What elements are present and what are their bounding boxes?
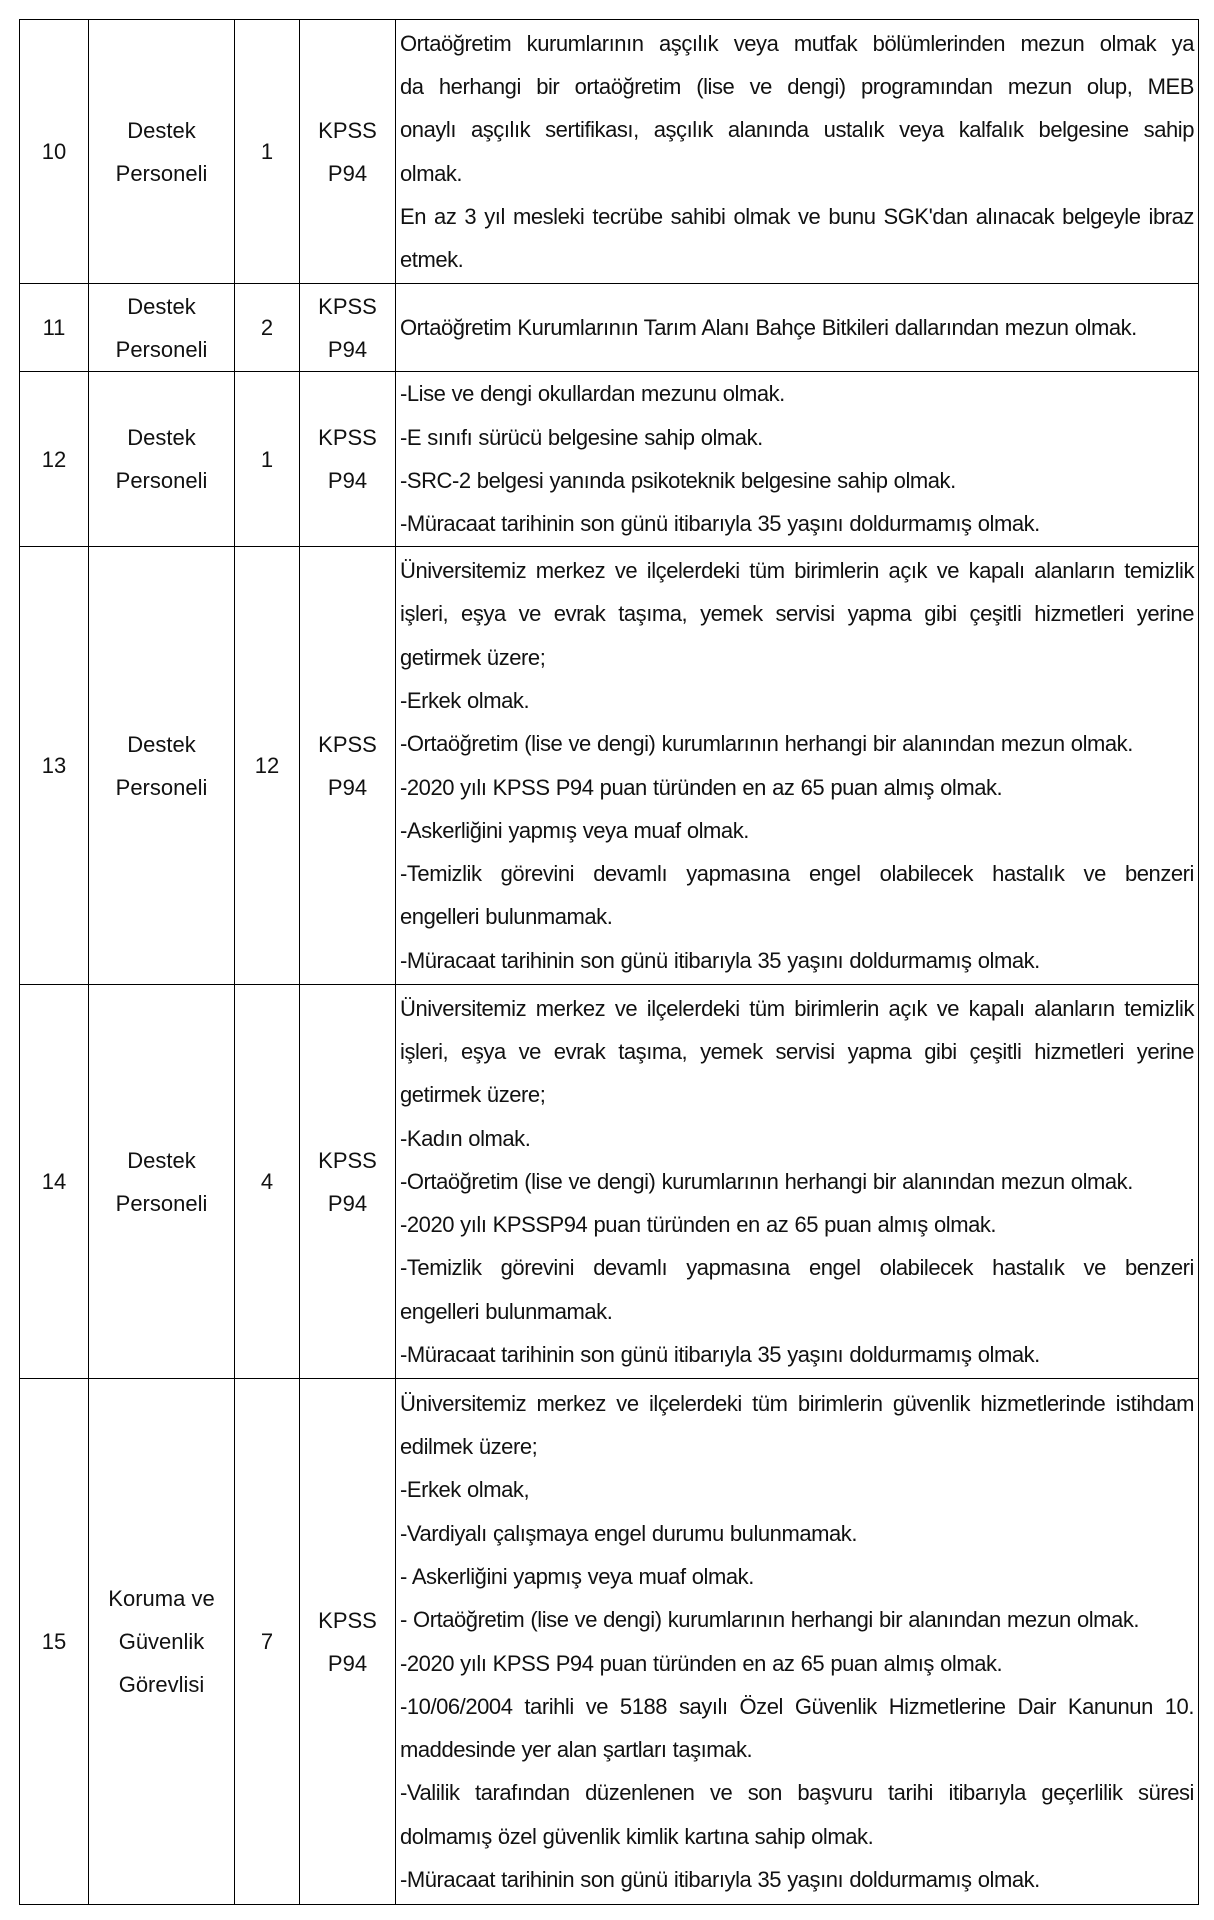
exam-type <box>300 1379 396 1905</box>
requirement-line: -Müracaat tarihinin son günü itibarıyla 35 yaşını doldurmamış olmak. <box>400 1866 1040 1892</box>
position-title-text: Personeli <box>115 1190 208 1216</box>
position-count <box>235 1379 300 1905</box>
requirement-line: dolmamış özel güvenlik kimlik kartına sahip olmak. <box>400 1823 874 1849</box>
requirement-line: maddesinde yer alan şartları taşımak. <box>400 1737 753 1763</box>
requirement-line: edilmek üzere; <box>400 1434 538 1460</box>
exam-type-text: P94 <box>327 774 368 800</box>
requirement-line: Üniversitemiz merkez ve ilçelerdeki tüm birimlerin açık ve kapalı alanların temizlik <box>400 558 1194 584</box>
requirement-line: -Ortaöğretim (lise ve dengi) kurumlarının herhangi bir alanından mezun olmak. <box>400 1168 1133 1194</box>
requirement-line: -Lise ve dengi okullardan mezunu olmak. <box>400 381 785 407</box>
position-count <box>235 284 300 372</box>
position-count <box>235 547 300 985</box>
requirement-line: -Müracaat tarihinin son günü itibarıyla 35 yaşını doldurmamış olmak. <box>400 511 1040 537</box>
row-number <box>20 284 89 372</box>
requirement-line: En az 3 yıl mesleki tecrübe sahibi olmak ve bunu SGK'dan alınacak belgeyle ibraz <box>400 203 1194 229</box>
exam-type-text: P94 <box>327 468 368 493</box>
position-title <box>89 20 235 284</box>
requirement-line: engelleri bulunmamak. <box>400 904 613 930</box>
requirement-line: - Ortaöğretim (lise ve dengi) kurumlarının herhangi bir alanından mezun olmak. <box>400 1607 1140 1633</box>
row-number-text: 14 <box>41 1169 67 1194</box>
position-count-text: 2 <box>260 315 274 340</box>
requirement-line: -Ortaöğretim (lise ve dengi) kurumlarının herhangi bir alanından mezun olmak. <box>400 731 1133 757</box>
requirement-line: - Askerliğini yapmış veya muaf olmak. <box>400 1563 754 1589</box>
position-count <box>235 372 300 547</box>
requirement-line: Üniversitemiz merkez ve ilçelerdeki tüm birimlerin güvenlik hizmetlerinde istihdam <box>400 1390 1194 1416</box>
requirement-line: getirmek üzere; <box>400 644 546 670</box>
requirement-line: olmak. <box>400 160 463 186</box>
position-count-text: 4 <box>260 1169 274 1194</box>
table-row <box>20 20 1199 284</box>
requirement-line: Ortaöğretim kurumlarının aşçılık veya mutfak bölümlerinden mezun olmak ya <box>400 30 1194 56</box>
requirement-line: -2020 yılı KPSS P94 puan türünden en az 65 puan almış olmak. <box>400 774 1003 800</box>
row-number <box>20 985 89 1379</box>
exam-type-text: P94 <box>327 1650 368 1676</box>
row-number <box>20 20 89 284</box>
exam-type-text: KPSS <box>318 117 377 143</box>
requirement-line: -E sınıfı sürücü belgesine sahip olmak. <box>400 424 763 450</box>
table-row <box>20 1379 1199 1905</box>
position-title-text: Destek <box>127 1147 196 1173</box>
position-count <box>235 985 300 1379</box>
position-title-text: Personeli <box>115 468 208 493</box>
requirements-cell <box>396 1379 1199 1905</box>
position-title-text: Destek <box>127 293 196 319</box>
requirements-cell <box>396 372 1199 547</box>
position-count-text: 12 <box>254 753 280 778</box>
positions-table-body <box>20 20 1199 1905</box>
requirement-line: Ortaöğretim Kurumlarının Tarım Alanı Bahçe Bitkileri dallarından mezun olmak. <box>400 314 1137 340</box>
exam-type-text: P94 <box>327 160 368 186</box>
exam-type-text: KPSS <box>318 425 377 450</box>
requirement-line: -2020 yılı KPSS P94 puan türünden en az 65 puan almış olmak. <box>400 1650 1003 1676</box>
requirement-line: -Erkek olmak, <box>400 1477 530 1503</box>
exam-type-text: KPSS <box>318 1147 377 1173</box>
table-row <box>20 372 1199 547</box>
requirement-line: -Müracaat tarihinin son günü itibarıyla 35 yaşını doldurmamış olmak. <box>400 947 1040 973</box>
position-title <box>89 284 235 372</box>
exam-type <box>300 372 396 547</box>
requirement-line: -10/06/2004 tarihli ve 5188 sayılı Özel Güvenlik Hizmetlerine Dair Kanunun 10. <box>400 1693 1194 1719</box>
table-row <box>20 284 1199 372</box>
position-title-text: Güvenlik <box>118 1629 205 1654</box>
requirement-line: -SRC-2 belgesi yanında psikoteknik belgesine sahip olmak. <box>400 468 956 493</box>
row-number <box>20 547 89 985</box>
row-number <box>20 372 89 547</box>
requirement-line: -Temizlik görevini devamlı yapmasına engel olabilecek hastalık ve benzeri <box>400 1255 1194 1281</box>
requirement-line: da herhangi bir ortaöğretim (lise ve dengi) programından mezun olup, MEB <box>400 73 1194 99</box>
requirement-line: -Temizlik görevini devamlı yapmasına engel olabilecek hastalık ve benzeri <box>400 861 1194 887</box>
requirement-line: -Vardiyalı çalışmaya engel durumu bulunmamak. <box>400 1520 858 1546</box>
requirements-cell <box>396 985 1199 1379</box>
requirement-line: getirmek üzere; <box>400 1082 546 1108</box>
row-number <box>20 1379 89 1905</box>
exam-type <box>300 284 396 372</box>
requirement-line: etmek. <box>400 247 464 273</box>
exam-type <box>300 985 396 1379</box>
position-count <box>235 20 300 284</box>
positions-table <box>19 19 1199 1905</box>
table-row <box>20 547 1199 985</box>
requirements-cell <box>396 284 1199 372</box>
exam-type-text: P94 <box>327 1190 368 1216</box>
position-title <box>89 985 235 1379</box>
position-title-text: Personeli <box>115 774 208 800</box>
requirement-line: -Müracaat tarihinin son günü itibarıyla 35 yaşını doldurmamış olmak. <box>400 1342 1040 1368</box>
row-number-text: 12 <box>41 446 67 472</box>
position-title-text: Destek <box>127 731 196 757</box>
exam-type-text: P94 <box>327 336 368 362</box>
position-title-text: Koruma ve <box>108 1586 215 1611</box>
requirement-line: -2020 yılı KPSSP94 puan türünden en az 65 puan almış olmak. <box>400 1212 997 1238</box>
position-title-text: Personeli <box>115 336 208 362</box>
position-count-text: 7 <box>260 1629 274 1654</box>
position-title-text: Destek <box>127 117 196 143</box>
requirement-line: -Erkek olmak. <box>400 687 530 713</box>
requirement-line: -Valilik tarafından düzenlenen ve son başvuru tarihi itibarıyla geçerlilik süresi <box>400 1780 1194 1806</box>
requirement-line: işleri, eşya ve evrak taşıma, yemek servisi yapma gibi çeşitli hizmetleri yerine <box>400 1038 1194 1064</box>
position-title <box>89 1379 235 1905</box>
requirement-line: işleri, eşya ve evrak taşıma, yemek servisi yapma gibi çeşitli hizmetleri yerine <box>400 601 1194 627</box>
requirements-cell <box>396 547 1199 985</box>
position-title <box>89 372 235 547</box>
row-number-text: 10 <box>41 139 67 164</box>
table-row <box>20 985 1199 1379</box>
position-title <box>89 547 235 985</box>
exam-type-text: KPSS <box>318 293 377 319</box>
position-count-text: 1 <box>260 446 274 472</box>
exam-type <box>300 20 396 284</box>
position-title-text: Görevlisi <box>118 1672 205 1697</box>
requirements-cell <box>396 20 1199 284</box>
position-count-text: 1 <box>260 139 274 164</box>
requirement-line: onaylı aşçılık sertifikası, aşçılık alanında ustalık veya kalfalık belgesine sahip <box>400 117 1194 143</box>
row-number-text: 13 <box>41 753 67 778</box>
requirement-line: engelleri bulunmamak. <box>400 1298 613 1324</box>
row-number-text: 11 <box>42 315 66 340</box>
requirement-line: -Askerliğini yapmış veya muaf olmak. <box>400 817 749 843</box>
requirement-line: -Kadın olmak. <box>400 1125 531 1151</box>
row-number-text: 15 <box>41 1629 67 1654</box>
requirement-line: Üniversitemiz merkez ve ilçelerdeki tüm birimlerin açık ve kapalı alanların temizlik <box>400 995 1194 1021</box>
position-title-text: Personeli <box>115 160 208 186</box>
exam-type-text: KPSS <box>318 731 377 757</box>
position-title-text: Destek <box>127 425 196 450</box>
exam-type <box>300 547 396 985</box>
exam-type-text: KPSS <box>318 1607 377 1633</box>
